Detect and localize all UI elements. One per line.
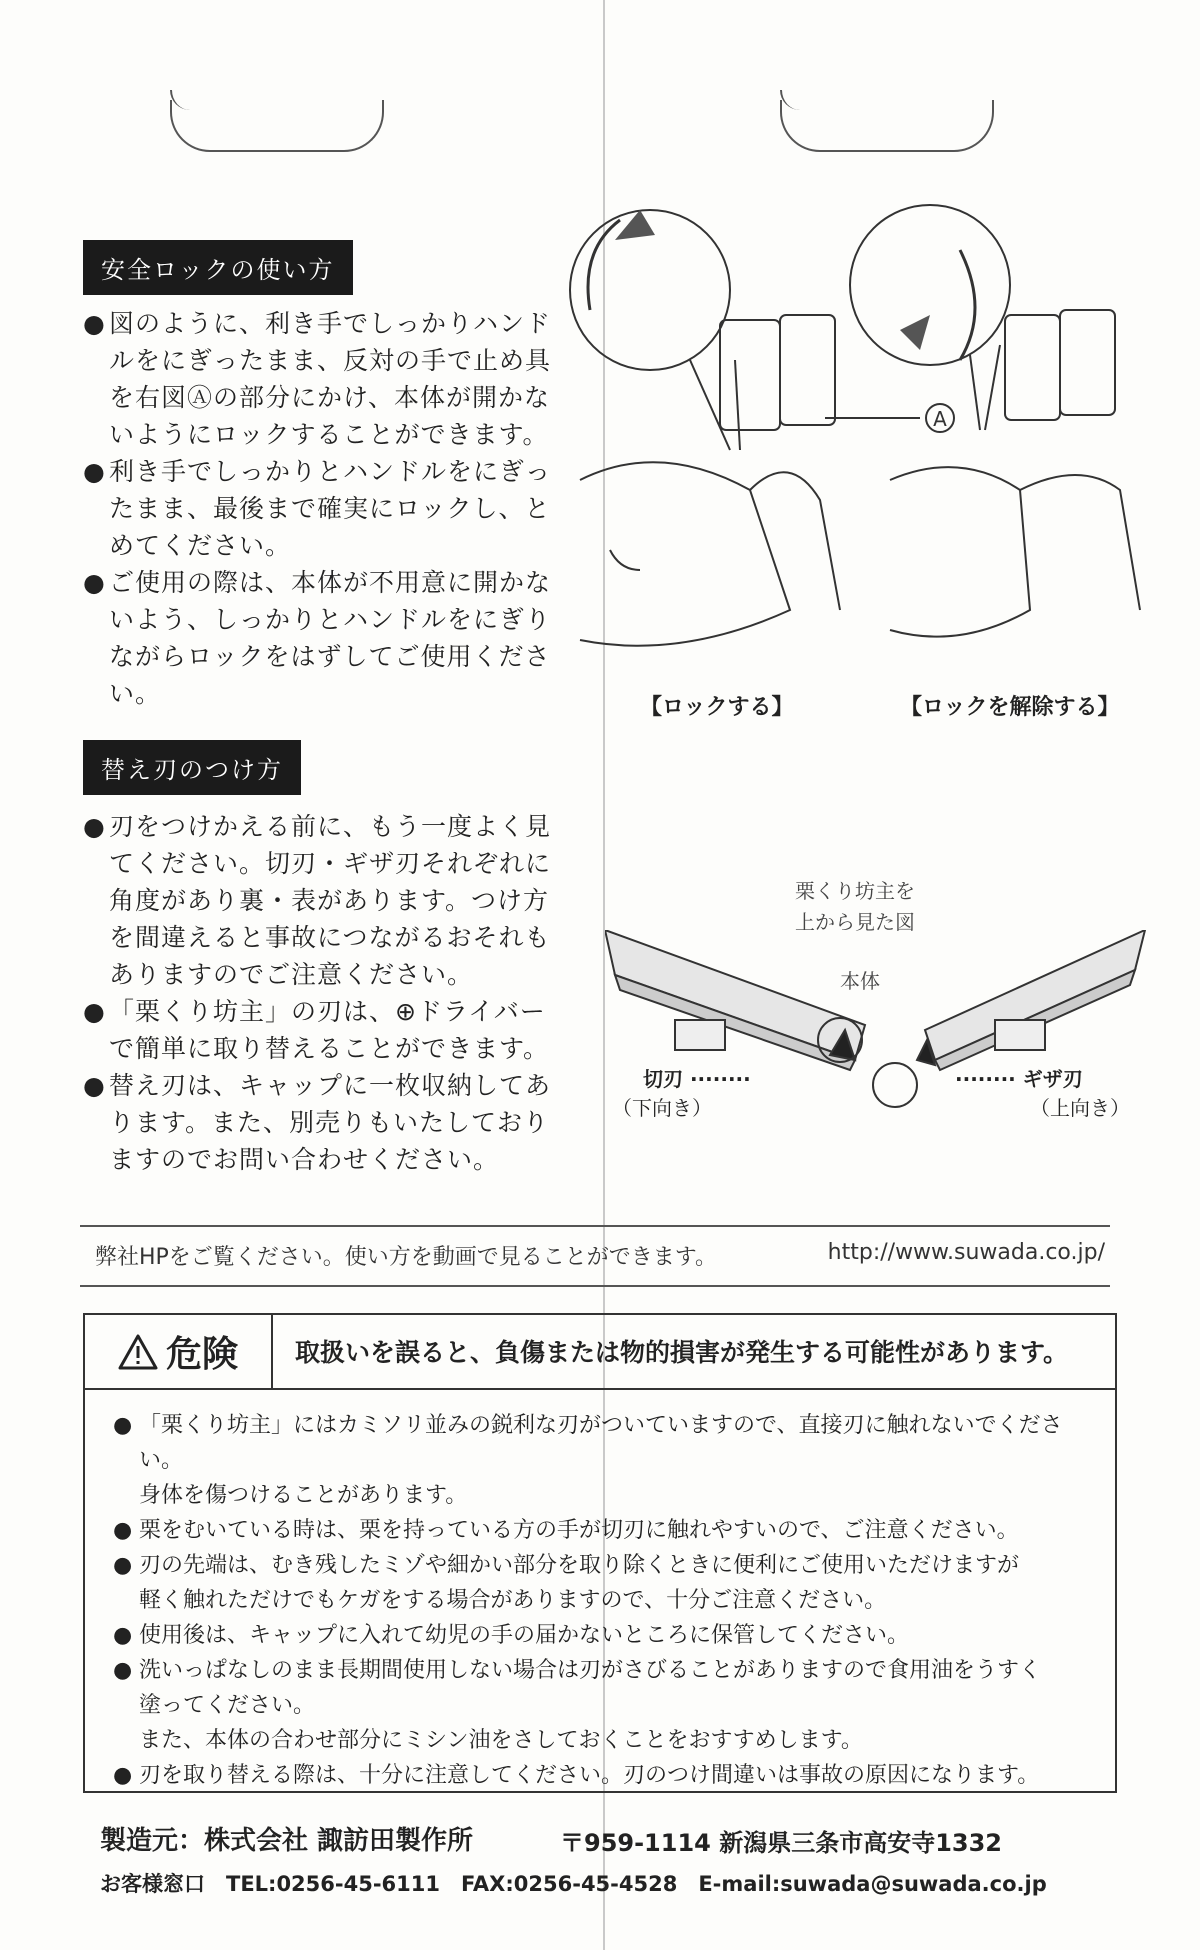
caption-unlock: 【ロックを解除する】 (900, 695, 1120, 720)
hp-url-link[interactable]: http://www.suwada.co.jp/ (827, 1240, 1105, 1265)
bullet: ● (83, 812, 106, 841)
danger-header (85, 1315, 1115, 1390)
divider-top (80, 1225, 1110, 1227)
diagram-title-line2: 上から見た図 (795, 910, 915, 934)
list-item: ● 刃の先端は、むき残したミゾや細かい部分を取り除くときに便利にご使用いただけますが (113, 1553, 1020, 1578)
danger-list (113, 1408, 1103, 1793)
hp-note (95, 1240, 1105, 1271)
list-item: ● 刃を取り替える際は、十分に注意してください。刃のつけ間違いは事故の原因になります。 (113, 1763, 1040, 1788)
list-item: ● 替え刃は、キャップに一枚収納してあります。また、別売りもいたしておりますのでお問い合わせください。 (83, 1067, 563, 1178)
caption-lock: 【ロックする】 (640, 695, 794, 720)
list-item: ● 「栗くり坊主」の刃は、⊕ドライバーで簡単に取り替えることができます。 (83, 993, 563, 1067)
blade-right-label: ········ ギザ刃 (955, 1067, 1083, 1091)
bullet: ● (83, 1071, 106, 1100)
divider-bottom (80, 1285, 1110, 1287)
list-item: ● 「栗くり坊主」にはカミソリ並みの鋭利な刃がついていますので、直接刃に触れないでください。 (113, 1413, 1063, 1473)
blade-instructions (83, 808, 563, 1178)
blade-section-title: 替え刃のつけ方 (83, 740, 301, 795)
list-item: ● 栗をむいている時は、栗を持っている方の手が切刃に触れやすいので、ご注意ください。 (113, 1518, 1019, 1543)
blade-left-sub: （下向き） (612, 1096, 712, 1120)
danger-label (85, 1315, 273, 1388)
list-item: ● ご使用の際は、本体が不用意に開かないよう、しっかりとハンドルをにぎりながらロックをはずしてご使用ください。 (83, 564, 563, 712)
danger-description: 取扱いを誤ると、負傷または物的損害が発生する可能性があります。 (295, 1338, 1069, 1367)
list-item: ● 洗いっぱなしのまま長期間使用しない場合は刃がさびることがありますので食用油をうすく (113, 1658, 1042, 1683)
maker-contact: お客様窓口 TEL:0256-45-6111 FAX:0256-45-4528 E-mail:suwada@suwada.co.jp (100, 1872, 1047, 1896)
bullet: ● (83, 568, 106, 597)
list-item: 軽く触れただけでもケガをする場合がありますので、十分ご注意ください。 (139, 1588, 887, 1613)
blade-right-sub: （上向き） (1030, 1096, 1130, 1120)
hp-note-text: 弊社HPをご覧ください。使い方を動画で見ることができます。 (95, 1245, 718, 1270)
lock-illustration (560, 190, 1160, 680)
list-item: ● 利き手でしっかりとハンドルをにぎったまま、最後まで確実にロックし、とめてください。 (83, 453, 563, 564)
bullet: ● (83, 457, 106, 486)
list-item: ● 刃をつけかえる前に、もう一度よく見てください。切刃・ギザ刃それぞれに角度があり裏・表があります。つけ方を間違えると事故につながるおそれもありますのでご注意ください。 (83, 808, 563, 993)
maker-address: 〒959-1114 新潟県三条市高安寺1332 (560, 1829, 1003, 1857)
lock-section-title: 安全ロックの使い方 (83, 240, 353, 295)
list-item: ● 図のように、利き手でしっかりハンドルをにぎったまま、反対の手で止め具を右図Ⓐの部分にかけ、本体が開かないようにロックすることができます。 (83, 305, 563, 453)
bullet: ● (83, 997, 106, 1026)
blade-left-label: 切刃 ········ (643, 1067, 751, 1091)
diagram-body-label: 本体 (840, 969, 880, 993)
list-item: 身体を傷つけることがあります。 (139, 1483, 468, 1508)
list-item: 塗ってください。 (139, 1693, 316, 1718)
svg-text:A: A (933, 407, 947, 431)
bullet: ● (83, 309, 106, 338)
danger-box (83, 1313, 1117, 1793)
diagram-title-line1: 栗くり坊主を (795, 879, 915, 903)
danger-label-text: 危険 (165, 1334, 238, 1375)
hang-hole-right (780, 100, 994, 152)
list-item: また、本体の合わせ部分にミシン油をさしておくことをおすすめします。 (139, 1728, 863, 1753)
hang-hole-left (170, 100, 384, 152)
maker-company: 製造元：株式会社 諏訪田製作所 (100, 1826, 474, 1856)
list-item: ● 使用後は、キャップに入れて幼児の手の届かないところに保管してください。 (113, 1623, 910, 1648)
lock-instructions (83, 305, 563, 712)
warning-icon (118, 1334, 158, 1370)
